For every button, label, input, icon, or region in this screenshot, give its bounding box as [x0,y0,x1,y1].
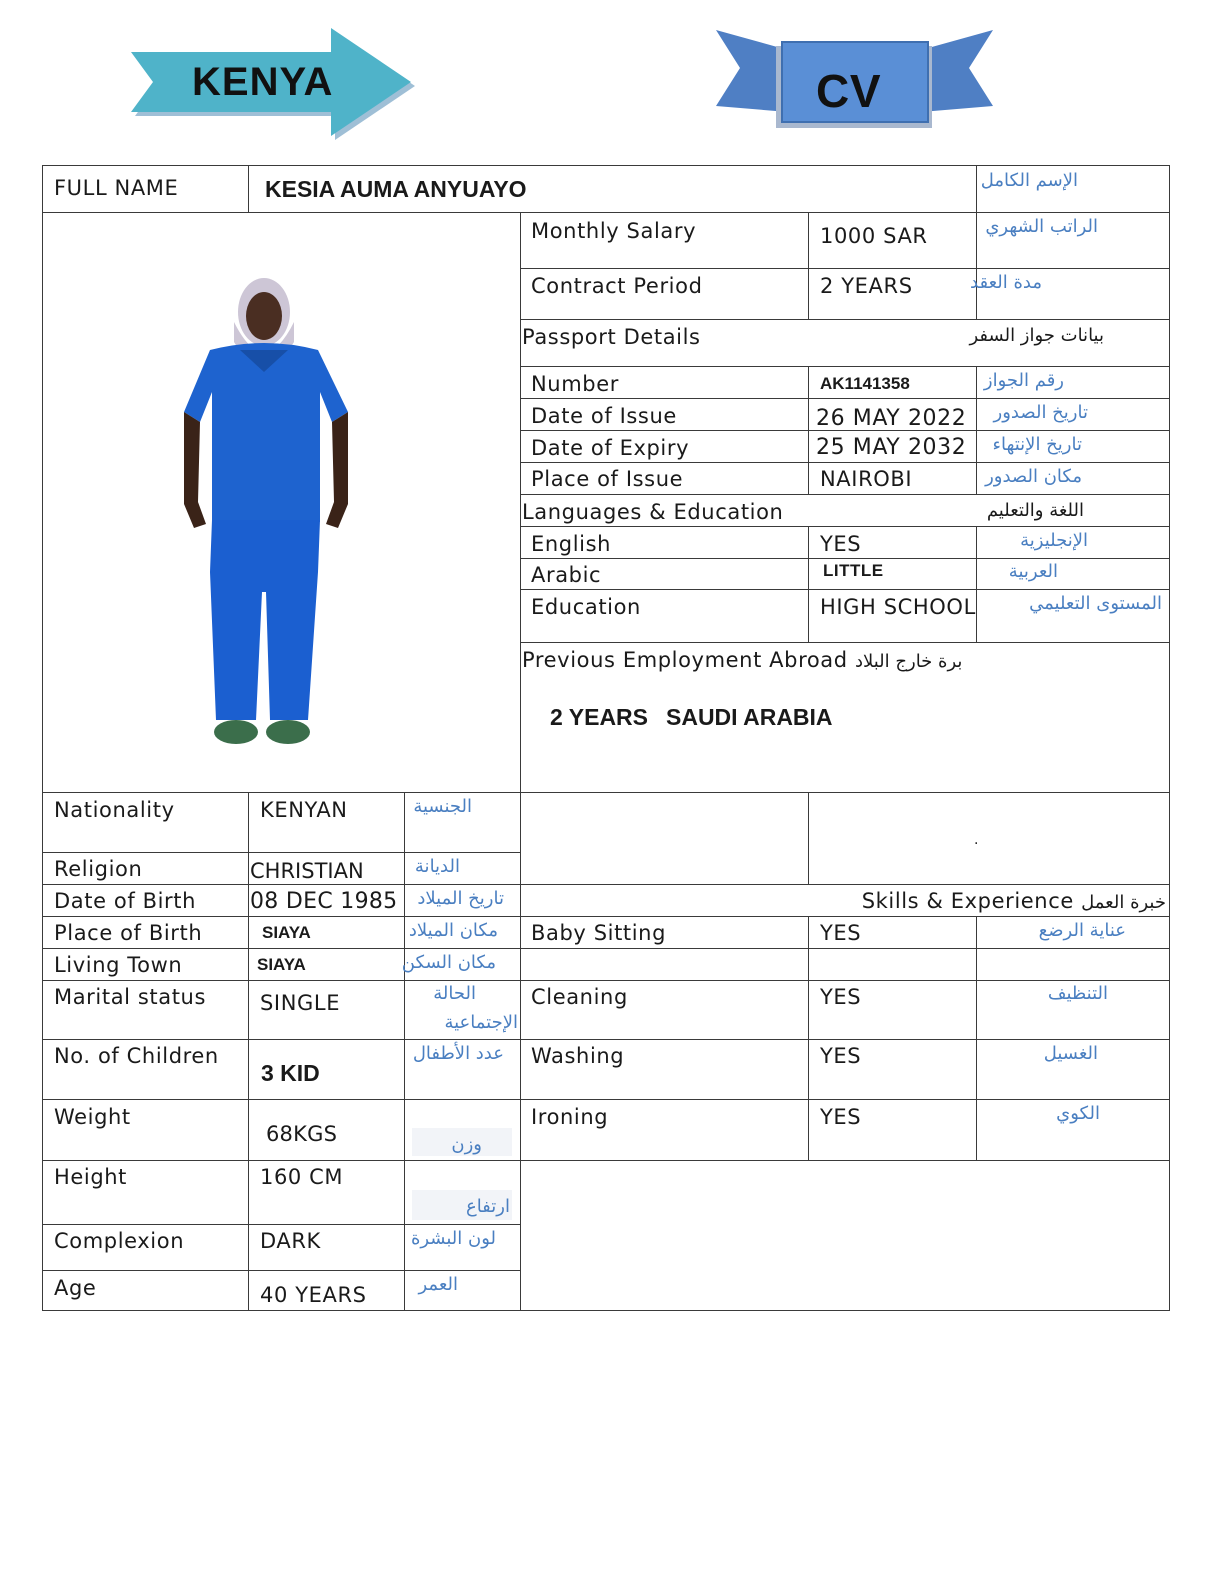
cv-label: CV [816,65,882,117]
complexion-label: Complexion [54,1229,185,1253]
weight-ar: وزن [451,1134,482,1155]
marital-value: SINGLE [260,991,341,1015]
skill-washing-ar: الغسيل [1043,1043,1098,1064]
dob-label: Date of Birth [54,889,197,913]
skills-title-ar: خبرة العمل [1081,892,1166,913]
nationality-label: Nationality [54,798,175,822]
children-ar: عدد الأطفال [412,1043,504,1064]
skills-title-label: Skills & Experience [861,889,1074,913]
education-label: Education [531,595,641,619]
marital-label: Marital status [54,985,206,1009]
previous-employment-ar: برة خارج البلاد [854,651,963,672]
height-ar: ارتفاع [465,1196,510,1217]
marital-ar-line2: الإجتماعية [444,1012,518,1033]
previous-years: 2 YEARS [550,704,649,730]
arabic-ar: العربية [1008,561,1058,582]
skill-cleaning-label: Cleaning [531,985,628,1009]
skill-washing-label: Washing [531,1044,625,1068]
previous-country: SAUDI ARABIA [666,704,833,730]
town-ar: مكان السكن [401,952,496,973]
dob-ar: تاريخ الميلاد [417,888,504,909]
age-ar: العمر [418,1274,458,1295]
skill-baby-sitting-label: Baby Sitting [531,921,667,945]
english-label: English [531,532,612,556]
nationality-value: KENYAN [260,798,348,822]
skill-baby-sitting-value: YES [820,921,862,945]
age-value: 40 YEARS [260,1283,367,1307]
religion-value: CHRISTIAN [250,859,364,883]
complexion-ar: لون البشرة [410,1228,496,1249]
town-value: SIAYA [257,955,306,974]
passport-issue-ar: تاريخ الصدور [993,402,1088,423]
pob-value: SIAYA [262,923,311,942]
passport-expiry-ar: تاريخ الإنتهاء [992,434,1082,455]
age-label: Age [54,1276,97,1300]
skills-title [862,889,1166,913]
education-value: HIGH SCHOOL [820,595,976,619]
weight-label: Weight [54,1105,131,1129]
full-name-label: FULL NAME [54,176,179,200]
dob-value: 08 DEC 1985 [250,889,398,914]
languages-title: Languages & Education [522,500,784,524]
salary-label: Monthly Salary [531,219,697,243]
town-label: Living Town [54,953,183,977]
contract-label: Contract Period [531,274,703,298]
skill-ironing-value: YES [820,1105,862,1129]
english-value: YES [820,532,862,556]
pob-ar: مكان الميلاد [408,920,498,941]
complexion-value: DARK [260,1229,321,1253]
skill-ironing-label: Ironing [531,1105,609,1129]
height-value: 160 CM [260,1165,344,1189]
passport-number-label: Number [531,372,619,396]
skill-washing-value: YES [820,1044,862,1068]
kenya-label: KENYA [192,60,334,104]
passport-place-label: Place of Issue [531,467,684,491]
salary-ar: الراتب الشهري [985,216,1098,237]
passport-issue-label: Date of Issue [531,404,677,428]
dot-mark: . [974,832,980,848]
skill-cleaning-ar: التنظيف [1047,983,1108,1004]
candidate-photo [170,272,370,762]
skill-cleaning-value: YES [820,985,862,1009]
marital-ar-line1: الحالة [433,983,476,1004]
contract-value: 2 YEARS [820,274,913,298]
previous-employment-title [522,648,962,672]
salary-value: 1000 SAR [820,224,928,248]
passport-expiry-label: Date of Expiry [531,436,690,460]
children-label: No. of Children [54,1044,219,1068]
religion-label: Religion [54,857,143,881]
nationality-ar: الجنسية [413,796,472,817]
height-label: Height [54,1165,128,1189]
arabic-label: Arabic [531,563,602,587]
full-name-value: KESIA AUMA ANYUAYO [265,176,527,202]
passport-place-ar: مكان الصدور [985,466,1082,487]
skill-baby-sitting-ar: عناية الرضع [1038,920,1126,941]
previous-employment-label: Previous Employment Abroad [522,648,848,672]
english-ar: الإنجليزية [1020,530,1088,551]
passport-title: Passport Details [522,325,701,349]
passport-issue-value: 26 MAY 2022 [816,406,967,431]
passport-number-ar: رقم الجواز [983,370,1064,391]
education-ar: المستوى التعليمي [1029,593,1162,614]
religion-ar: الديانة [414,856,460,877]
skill-ironing-ar: الكوي [1056,1103,1100,1124]
pob-label: Place of Birth [54,921,203,945]
full-name-ar: الإسم الكامل [980,170,1078,191]
languages-title-ar: اللغة والتعليم [986,500,1084,521]
weight-value: 68KGS [266,1122,338,1146]
children-value: 3 KID [261,1060,320,1086]
passport-number-value: AK1141358 [820,374,910,393]
passport-place-value: NAIROBI [820,467,913,491]
passport-expiry-value: 25 MAY 2032 [816,435,967,460]
passport-title-ar: بيانات جواز السفر [969,325,1104,346]
contract-ar: مدة العقد [970,272,1042,293]
arabic-value: LITTLE [823,561,884,580]
